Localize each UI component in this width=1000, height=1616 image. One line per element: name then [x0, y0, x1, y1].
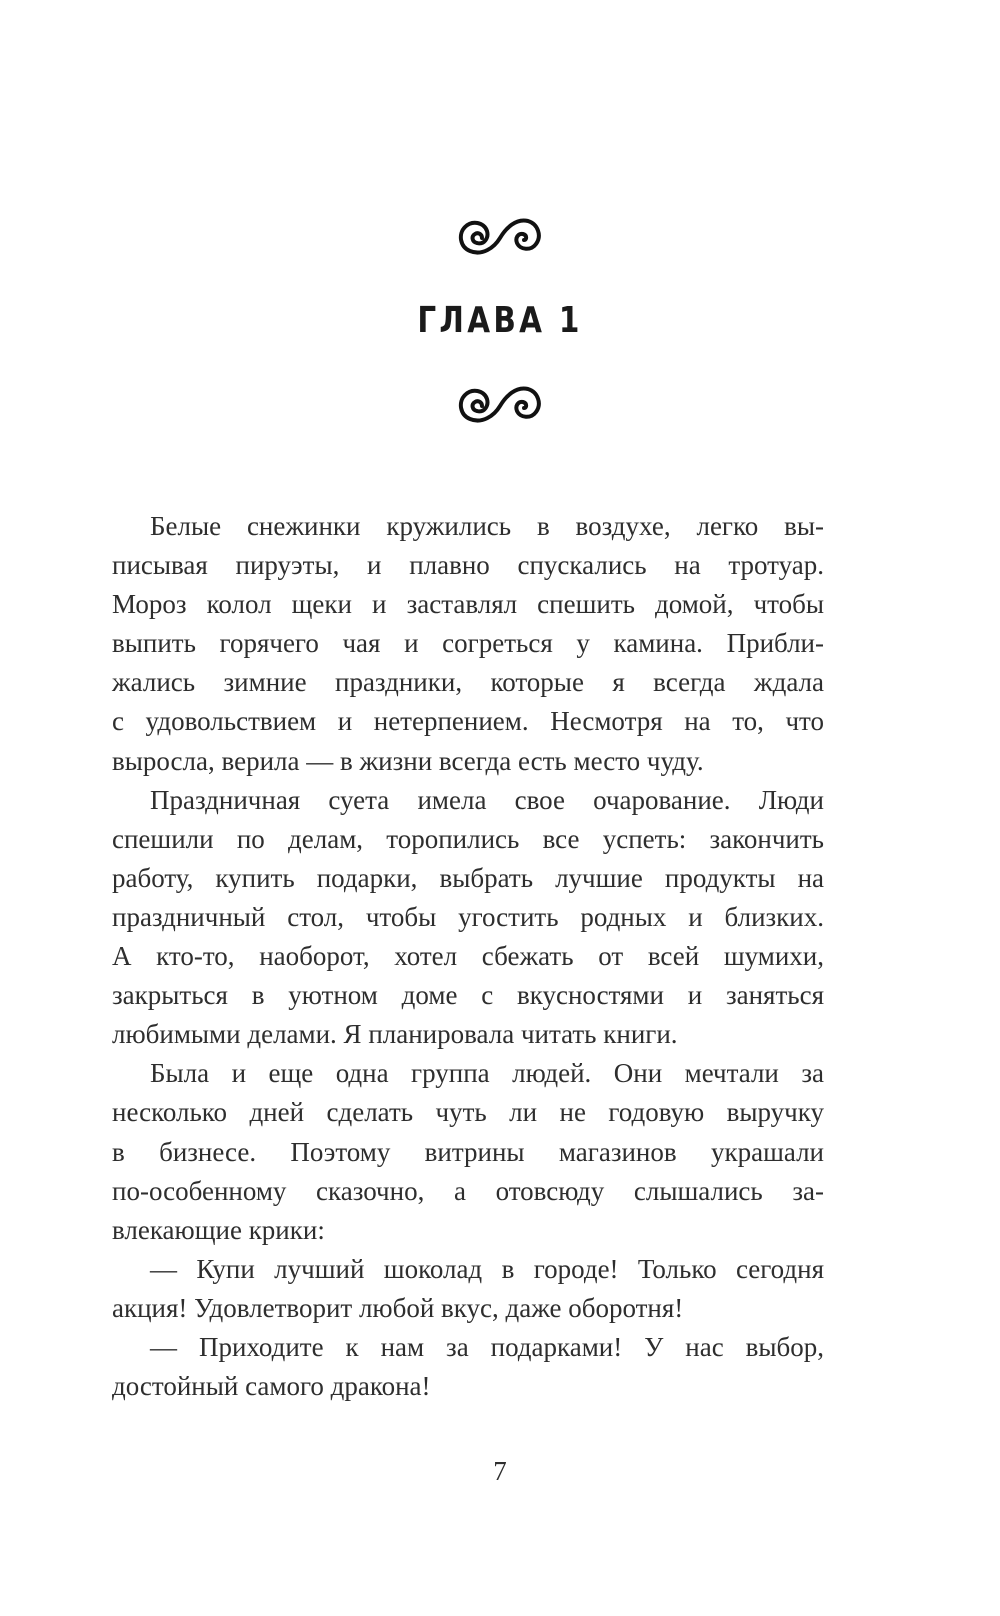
chapter-body	[112, 507, 824, 1406]
text-line: выпить горячего чая и согреться у камина. Прибли-	[112, 628, 824, 659]
text-line: влекающие крики:	[112, 1214, 325, 1245]
text-line: по-особенному сказочно, а отовсюду слышались за-	[112, 1175, 824, 1206]
text-line: в бизнесе. Поэтому витрины магазинов украшали	[112, 1136, 824, 1167]
text-line: — Приходите к нам за подарками! У нас выбор,	[150, 1331, 824, 1362]
text-line: — Купи лучший шоколад в городе! Только сегодня	[150, 1253, 824, 1284]
text-line: с удовольствием и нетерпением. Несмотря на то, что	[112, 706, 824, 737]
text-line: любимыми делами. Я планировала читать книги.	[112, 1019, 678, 1050]
chapter-title: ГЛАВА 1	[417, 300, 583, 341]
text-line: Была и еще одна группа людей. Они мечтали за	[150, 1058, 824, 1089]
text-line: писывая пируэты, и плавно спускались на тротуар.	[112, 550, 824, 581]
text-line: выросла, верила — в жизни всегда есть место чуду.	[112, 745, 704, 776]
text-line: А кто-то, наоборот, хотел сбежать от всей шумихи,	[112, 941, 824, 972]
page-number: 7	[493, 1456, 507, 1486]
text-line: несколько дней сделать чуть ли не годовую выручку	[112, 1097, 824, 1128]
text-line: Мороз колол щеки и заставлял спешить домой, чтобы	[112, 589, 824, 620]
spiral-ornament-icon	[454, 380, 546, 424]
text-line: закрыться в уютном доме с вкусностями и заняться	[112, 980, 824, 1011]
text-line: работу, купить подарки, выбрать лучшие продукты на	[112, 862, 824, 893]
text-line: акция! Удовлетворит любой вкус, даже оборотня!	[112, 1292, 684, 1323]
text-line: Белые снежинки кружились в воздухе, легко вы-	[150, 511, 824, 541]
text-line: жались зимние праздники, которые я всегда ждала	[112, 667, 824, 698]
text-line: Праздничная суета имела свое очарование. Люди	[150, 784, 824, 815]
text-line: праздничный стол, чтобы угостить родных и близких.	[112, 901, 824, 932]
text-line: достойный самого дракона!	[112, 1371, 431, 1402]
spiral-ornament-icon	[454, 212, 546, 256]
text-line: спешили по делам, торопились все успеть: закончить	[112, 823, 824, 854]
